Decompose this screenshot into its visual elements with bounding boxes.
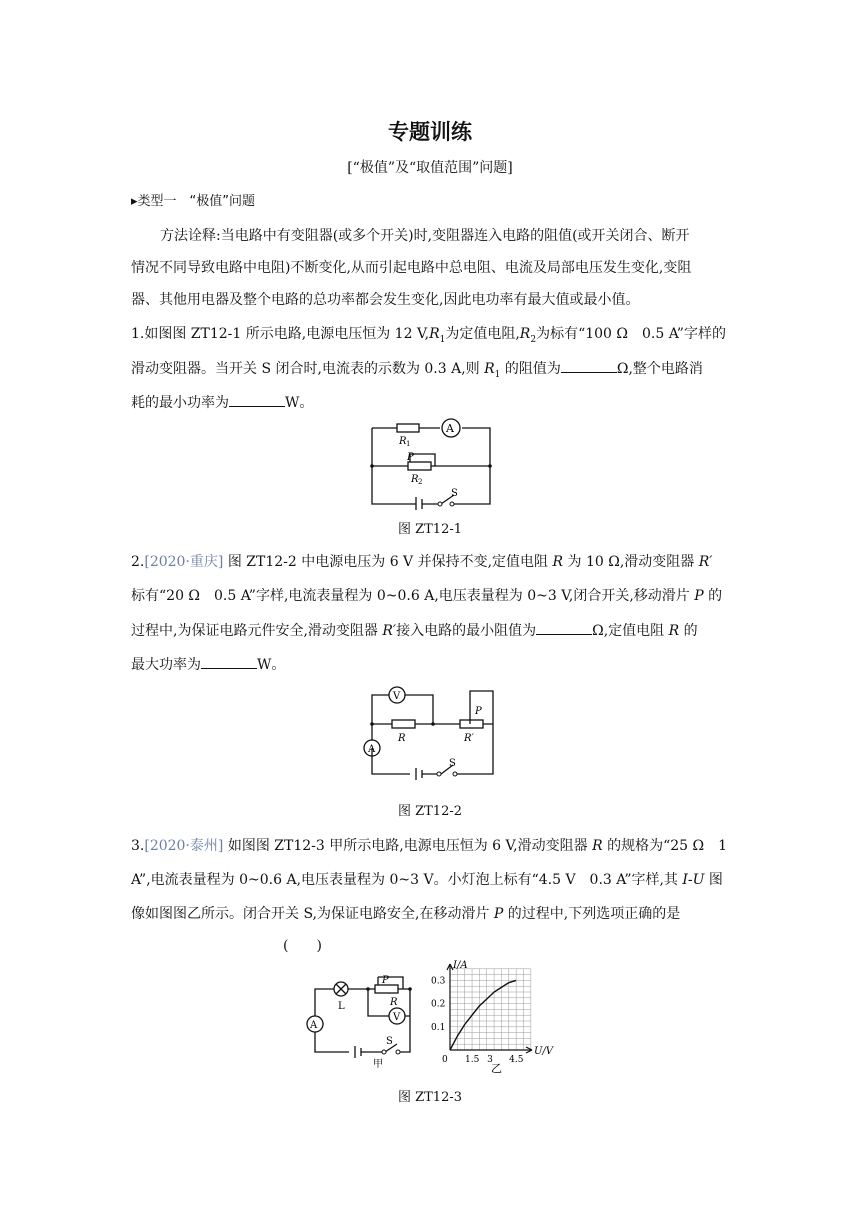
q1-line-1: 1.如图图 ZT12-1 所示电路,电源电压恒为 12 $V,R_1$为定值电阻$,R_2$为标有“100 Ω 0.5 A”字样的 bbox=[131, 326, 726, 345]
ammeter-label: A bbox=[310, 1020, 318, 1031]
figure-zt12-1-circuit bbox=[360, 418, 500, 510]
x-axis-label: U/V bbox=[534, 1046, 554, 1057]
y-tick-label: 0.1 bbox=[431, 1022, 446, 1033]
x-tick-label: 0 bbox=[442, 1055, 448, 1065]
y-tick-label: 0.3 bbox=[431, 976, 446, 987]
voltmeter-label: V bbox=[393, 691, 401, 702]
figure-zt12-3-circuit bbox=[300, 970, 432, 1068]
r2-sub: 2 bbox=[418, 478, 423, 486]
q2-line-4: 最大功率为 W。 bbox=[131, 654, 285, 675]
q2-blank-2[interactable] bbox=[201, 654, 257, 669]
page-subtitle: [“极值”及“取值范围”问题] bbox=[347, 160, 513, 176]
q3-line-3: 像如图图乙所示。闭合开关 S,为保证电路安全,在移动滑片 P 的过程中,下列选项正确的是 bbox=[131, 906, 681, 922]
slider-label: P bbox=[407, 452, 414, 463]
r1-sub: 1 bbox=[406, 440, 411, 448]
q2-line-2: 标有“20 Ω 0.5 A”字样,电流表量程为 0~0.6 A,电压表量程为 0~3 V,闭合开关,移动滑片 P 的 bbox=[131, 588, 723, 604]
iu-graph bbox=[428, 958, 562, 1076]
q1-line-2: 滑动变阻器。当开关 S 闭合时,电流表的示数为 0.3 A,则 $R_1$ 的阻值为 Ω,整个电路消 bbox=[131, 358, 703, 385]
figure-caption-3: 图 ZT12-3 bbox=[397, 1090, 463, 1105]
q1-line-3: 耗的最小功率为 W。 bbox=[131, 392, 313, 413]
r-label: R bbox=[398, 733, 406, 744]
figure-caption-1: 图 ZT12-1 bbox=[397, 522, 463, 537]
q2-blank-1[interactable] bbox=[536, 620, 592, 635]
x-tick-label: 3 bbox=[487, 1055, 493, 1065]
ammeter-label: A bbox=[368, 744, 376, 755]
method-line-1: 方法诠释:当电路中有变阻器(或多个开关)时,变阻器连入电路的阻值(或开关闭合、断开 bbox=[160, 228, 690, 244]
r2-label: R bbox=[411, 474, 419, 485]
r-label: R bbox=[390, 997, 398, 1008]
section-heading: ▸类型一 “极值”问题 bbox=[131, 194, 255, 209]
slider-label: P bbox=[382, 975, 389, 986]
switch-label: S bbox=[386, 1036, 393, 1047]
r1-label: R bbox=[399, 436, 407, 447]
figure-caption-2: 图 ZT12-2 bbox=[397, 804, 463, 819]
fig-yi-label: 乙 bbox=[491, 1062, 502, 1075]
y-tick-label: 0.2 bbox=[431, 999, 446, 1010]
method-line-2: 情况不同导致电路中电阻)不断变化,从而引起电路中总电阻、电流及局部电压发生变化,变阻 bbox=[131, 260, 692, 276]
page-title: 专题训练 bbox=[388, 120, 472, 144]
voltmeter-label: V bbox=[393, 1012, 401, 1023]
ammeter-label: A bbox=[446, 422, 454, 435]
q3-answer-paren[interactable]: ( ) bbox=[283, 938, 322, 954]
switch-label: S bbox=[451, 488, 458, 499]
q2-line-1: 2.[2020·重庆] 图 ZT12-2 中电源电压为 6 V 并保持不变,定值电阻 R 为 10 Ω,滑动变阻器 R′ bbox=[131, 554, 713, 570]
q1-blank-2[interactable] bbox=[229, 392, 285, 407]
x-tick-label: 1.5 bbox=[465, 1055, 480, 1065]
switch-label: S bbox=[449, 758, 456, 769]
x-tick-label: 4.5 bbox=[509, 1055, 524, 1065]
rprime-label: R′ bbox=[464, 733, 474, 744]
method-line-3: 器、其他用电器及整个电路的总功率都会发生变化,因此电功率有最大值或最小值。 bbox=[131, 292, 640, 308]
q3-line-1: 3.[2020·泰州] 如图图 ZT12-3 甲所示电路,电源电压恒为 6 V,滑动变阻器 R 的规格为“25 Ω 1 bbox=[131, 838, 728, 854]
y-axis-label: I/A bbox=[453, 960, 468, 971]
fig-jia-label: 甲 bbox=[373, 1059, 383, 1068]
slider-label: P bbox=[475, 706, 482, 717]
q2-line-3: 过程中,为保证电路元件安全,滑动变阻器 R′接入电路的最小阻值为 Ω,定值电阻 R 的 bbox=[131, 620, 698, 641]
q3-line-2: A”,电流表量程为 0~0.6 A,电压表量程为 0~3 V。小灯泡上标有“4.5 V 0.3 A”字样,其 I-U 图 bbox=[131, 872, 723, 888]
q1-blank-1[interactable] bbox=[561, 358, 617, 373]
figure-zt12-2-circuit bbox=[360, 684, 500, 782]
lamp-label: L bbox=[338, 1001, 345, 1012]
